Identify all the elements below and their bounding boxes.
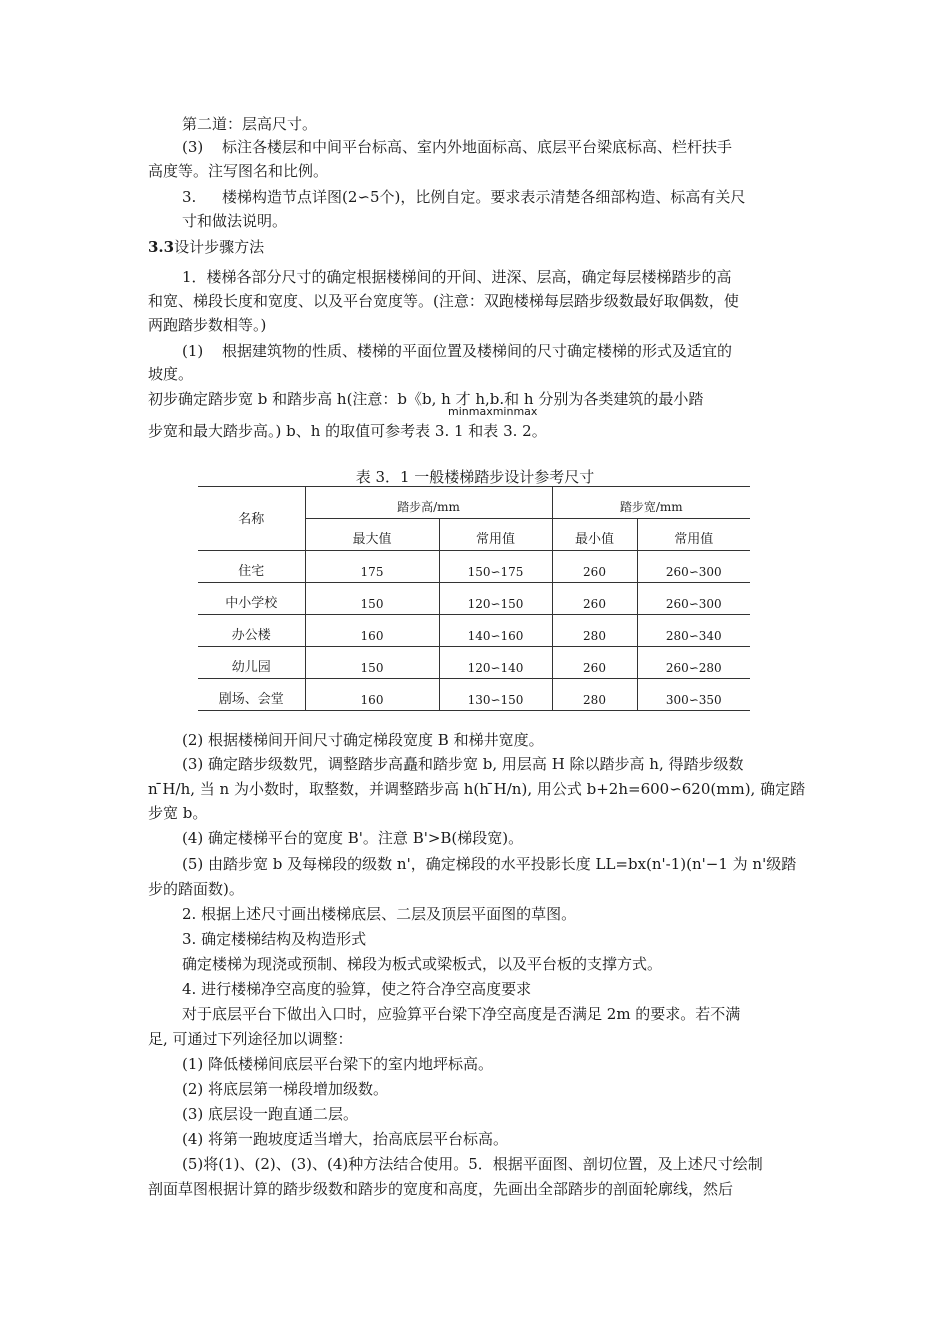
text-line: 步的踏面数)。 xyxy=(148,880,244,898)
cell-h-max: 160 xyxy=(305,615,439,647)
item-text: 楼梯构造节点详图(2∽5个)，比例自定。要求表示清楚各细部构造、标高有关尺 xyxy=(222,188,746,206)
item-number: 3. xyxy=(182,188,197,206)
cell-w-common: 280∽340 xyxy=(637,615,750,647)
cell-h-common: 140∽160 xyxy=(439,615,552,647)
text-line xyxy=(182,136,732,158)
text-line: 步宽和最大踏步高。) b、h 的取值可参考表 3. 1 和表 3. 2。 xyxy=(148,422,547,440)
cell-w-min: 260 xyxy=(552,551,637,583)
cell-w-common: 300∽350 xyxy=(637,679,750,711)
table-caption: 表 3．1 一般楼梯踏步设计参考尺寸 xyxy=(355,468,595,486)
cell-w-min: 260 xyxy=(552,647,637,679)
cell-w-min: 260 xyxy=(552,583,637,615)
cell-name: 剧场、会堂 xyxy=(198,679,305,711)
text-line: 步宽 b。 xyxy=(148,804,208,822)
item-number: (1) xyxy=(182,342,204,360)
text-line xyxy=(182,340,732,362)
cell-h-common: 120∽140 xyxy=(439,647,552,679)
text-line: 第二道：层高尺寸。 xyxy=(182,115,318,133)
header-common: 常用值 xyxy=(439,519,552,551)
text-line: 两跑踏步数相等。) xyxy=(148,316,267,334)
table-row xyxy=(198,615,750,647)
section-number: 3.3 xyxy=(148,238,175,256)
text-line: 对于底层平台下做出入口时，应验算平台梁下净空高度是否满足 2m 的要求。若不满 xyxy=(182,1005,741,1023)
text-line: (5)将(1)、(2)、(3)、(4)种方法结合使用。5．根据平面图、剖切位置，及上述尺寸绘制 xyxy=(182,1155,763,1173)
text-line: 3. 确定楼梯结构及构造形式 xyxy=(182,930,367,948)
header-step-width: 踏步宽/mm xyxy=(552,487,750,519)
cell-h-max: 175 xyxy=(305,551,439,583)
text-line: 剖面草图根据计算的踏步级数和踏步的宽度和高度，先画出全部踏步的剖面轮廓线，然后 xyxy=(148,1180,734,1198)
cell-name: 住宅 xyxy=(198,551,305,583)
text-line: (2) 根据楼梯间开间尺寸确定梯段宽度 B 和梯井宽度。 xyxy=(182,731,544,749)
text-line: 初步确定踏步宽 b 和踏步高 h(注意：b《b, h 才 h,b.和 h 分别为各类建筑的最小踏 xyxy=(148,390,704,408)
text-line xyxy=(182,186,745,208)
text-line: (3) 底层设一跑直通二层。 xyxy=(182,1105,359,1123)
cell-w-min: 280 xyxy=(552,679,637,711)
text-line: (5) 由踏步宽 b 及每梯段的级数 n'，确定梯段的水平投影长度 LL=bx(n'-1)(n'−1 为 n'级踏 xyxy=(182,855,797,873)
item-text: 根据建筑物的性质、楼梯的平面位置及楼梯间的尺寸确定楼梯的形式及适宜的 xyxy=(222,342,733,360)
text-line: 2. 根据上述尺寸画出楼梯底层、二层及顶层平面图的草图。 xyxy=(182,905,577,923)
table-row xyxy=(198,551,750,583)
cell-w-min: 280 xyxy=(552,615,637,647)
cell-h-common: 150∽175 xyxy=(439,551,552,583)
table-row xyxy=(198,647,750,679)
text-line: 高度等。注写图名和比例。 xyxy=(148,162,329,180)
section-title: 设计步骤方法 xyxy=(174,238,265,256)
cell-h-common: 130∽150 xyxy=(439,679,552,711)
text-line: (4) 确定楼梯平台的宽度 B'。注意 B'>B(梯段宽)。 xyxy=(182,829,524,847)
section-heading xyxy=(148,236,264,258)
text-line: 4. 进行楼梯净空高度的验算，使之符合净空高度要求 xyxy=(182,980,532,998)
cell-h-max: 150 xyxy=(305,583,439,615)
cell-name: 中小学校 xyxy=(198,583,305,615)
text-line: (4) 将第一跑坡度适当增大，抬高底层平台标高。 xyxy=(182,1130,509,1148)
text-line: 坡度。 xyxy=(148,365,194,383)
item-number: (3) xyxy=(182,138,204,156)
cell-w-common: 260∽300 xyxy=(637,551,750,583)
header-max: 最大值 xyxy=(305,519,439,551)
item-text: 标注各楼层和中间平台标高、室内外地面标高、底层平台梁底标高、栏杆扶手 xyxy=(222,138,733,156)
cell-h-common: 120∽150 xyxy=(439,583,552,615)
cell-h-max: 150 xyxy=(305,647,439,679)
cell-w-common: 260∽300 xyxy=(637,583,750,615)
subscript-text: minmaxminmax xyxy=(448,405,538,418)
cell-name: 办公楼 xyxy=(198,615,305,647)
text-line: n ̄H/h, 当 n 为小数时，取整数，并调整踏步高 h(h ̄H/n), 用公式 b+2h=600∽620(mm), 确定踏 xyxy=(148,780,806,798)
header-name: 名称 xyxy=(198,487,305,551)
header-min: 最小值 xyxy=(552,519,637,551)
text-line: (2) 将底层第一梯段增加级数。 xyxy=(182,1080,389,1098)
header-common: 常用值 xyxy=(637,519,750,551)
text-line: 确定楼梯为现浇或预制、梯段为板式或梁板式，以及平台板的支撑方式。 xyxy=(182,955,663,973)
header-step-height: 踏步高/mm xyxy=(305,487,552,519)
cell-name: 幼儿园 xyxy=(198,647,305,679)
text-line: 寸和做法说明。 xyxy=(182,212,288,230)
cell-h-max: 160 xyxy=(305,679,439,711)
text-line: 和宽、梯段长度和宽度、以及平台宽度等。(注意：双跑楼梯每层踏步级数最好取偶数，使 xyxy=(148,292,739,310)
text-line: (3) 确定踏步级数咒，调整踏步高矗和踏步宽 b, 用层高 H 除以踏步高 h, 得踏步级数 xyxy=(182,755,744,773)
step-size-table xyxy=(198,486,750,711)
text-line: (1) 降低楼梯间底层平台梁下的室内地坪标高。 xyxy=(182,1055,494,1073)
text-line: 足, 可通过下列途径加以调整： xyxy=(148,1030,353,1048)
text-line: 1．楼梯各部分尺寸的确定根据楼梯间的开间、进深、层高，确定每层楼梯踏步的高 xyxy=(182,268,732,286)
table-row xyxy=(198,583,750,615)
table-row xyxy=(198,679,750,711)
cell-w-common: 260∽280 xyxy=(637,647,750,679)
